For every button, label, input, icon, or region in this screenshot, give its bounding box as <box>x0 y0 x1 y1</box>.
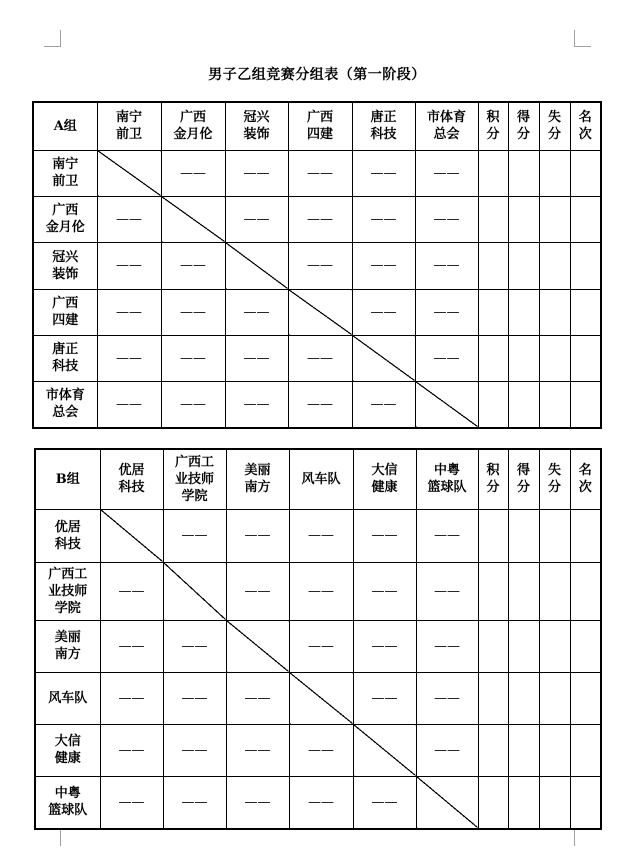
points-cell <box>478 242 508 289</box>
diagonal-cell <box>163 562 226 620</box>
diagonal-cell <box>416 776 478 829</box>
match-cell <box>161 335 225 381</box>
row-team-header: 广西工 业技师 学院 <box>35 562 100 620</box>
empty-result-dash: —— <box>180 396 206 412</box>
empty-result-dash: —— <box>243 165 270 181</box>
scored-cell <box>508 724 539 776</box>
match-cell <box>416 509 478 562</box>
match-cell <box>353 509 416 562</box>
match-cell <box>288 381 352 428</box>
match-cell <box>163 672 226 724</box>
conceded-cell <box>539 242 570 289</box>
match-cell <box>163 724 226 776</box>
points-cell <box>478 620 508 672</box>
rank-cell <box>570 672 601 724</box>
conceded-header: 失 分 <box>539 102 570 150</box>
empty-result-dash: —— <box>434 742 460 758</box>
empty-result-dash: —— <box>308 742 334 758</box>
empty-result-dash: —— <box>116 304 142 320</box>
empty-result-dash: —— <box>370 396 397 412</box>
diagonal-cell <box>100 509 163 562</box>
empty-result-dash: —— <box>370 165 397 181</box>
row-team-header: 市体育 总会 <box>33 381 97 428</box>
match-cell <box>416 562 478 620</box>
match-cell <box>353 562 416 620</box>
column-team-header: 南宁 前卫 <box>97 102 161 150</box>
scored-cell <box>508 672 539 724</box>
empty-result-dash: —— <box>243 350 270 366</box>
empty-result-dash: —— <box>181 690 208 706</box>
empty-result-dash: —— <box>244 690 271 706</box>
points-cell <box>478 381 508 428</box>
empty-result-dash: —— <box>116 350 142 366</box>
rank-cell <box>570 289 601 335</box>
match-cell <box>163 509 226 562</box>
match-cell <box>161 242 225 289</box>
empty-result-dash: —— <box>370 258 397 273</box>
empty-result-dash: —— <box>244 742 271 758</box>
empty-result-dash: —— <box>307 396 333 412</box>
match-cell <box>289 509 353 562</box>
rank-cell <box>570 150 601 196</box>
match-cell <box>100 672 163 724</box>
empty-result-dash: —— <box>118 742 145 758</box>
empty-result-dash: —— <box>244 528 271 543</box>
scored-cell <box>508 242 539 289</box>
match-cell <box>289 562 353 620</box>
row-team-header: 冠兴 装饰 <box>33 242 97 289</box>
empty-result-dash: —— <box>434 690 460 706</box>
match-cell <box>100 562 163 620</box>
rank-cell <box>570 242 601 289</box>
points-cell <box>478 509 508 562</box>
match-cell <box>352 196 415 242</box>
match-cell <box>97 242 161 289</box>
empty-result-dash: —— <box>180 258 206 273</box>
scored-cell <box>508 381 539 428</box>
match-cell <box>288 335 352 381</box>
column-team-header: 唐正 科技 <box>352 102 415 150</box>
diagonal-cell <box>97 150 161 196</box>
empty-result-dash: —— <box>243 211 270 227</box>
match-cell <box>416 620 478 672</box>
points-cell <box>478 196 508 242</box>
scored-cell <box>508 335 539 381</box>
empty-result-dash: —— <box>181 742 208 758</box>
diagonal-cell <box>415 381 478 428</box>
empty-result-dash: —— <box>308 638 334 654</box>
group-label: A组 <box>33 102 97 150</box>
table-row <box>33 150 601 196</box>
match-cell <box>353 672 416 724</box>
points-cell <box>478 672 508 724</box>
page-title: 男子乙组竞赛分组表（第一阶段） <box>208 67 426 83</box>
match-cell <box>225 335 288 381</box>
empty-result-dash: —— <box>118 583 145 599</box>
rank-cell <box>570 509 601 562</box>
column-team-header: 冠兴 装饰 <box>225 102 288 150</box>
empty-result-dash: —— <box>181 794 208 810</box>
column-team-header: 风车队 <box>289 449 353 509</box>
scored-cell <box>508 509 539 562</box>
empty-result-dash: —— <box>308 794 334 810</box>
match-cell <box>352 381 415 428</box>
header-row <box>35 449 601 509</box>
match-cell <box>100 776 163 829</box>
match-cell <box>416 672 478 724</box>
conceded-cell <box>539 724 570 776</box>
row-team-header: 中粤 篮球队 <box>35 776 100 829</box>
match-cell <box>161 289 225 335</box>
row-team-header: 优居 科技 <box>35 509 100 562</box>
empty-result-dash: —— <box>433 350 460 366</box>
crop-mark-bottom-left <box>44 829 61 846</box>
empty-result-dash: —— <box>244 583 271 599</box>
match-cell <box>163 620 226 672</box>
empty-result-dash: —— <box>118 638 145 654</box>
empty-result-dash: —— <box>243 396 270 412</box>
rank-cell <box>570 562 601 620</box>
row-team-header: 美丽 南方 <box>35 620 100 672</box>
scored-cell <box>508 776 539 829</box>
column-team-header: 大信 健康 <box>353 449 416 509</box>
match-cell <box>97 335 161 381</box>
scored-cell <box>508 562 539 620</box>
scored-cell <box>508 620 539 672</box>
diagonal-cell <box>353 724 416 776</box>
conceded-cell <box>539 672 570 724</box>
row-team-header: 广西 金月伦 <box>33 196 97 242</box>
conceded-cell <box>539 509 570 562</box>
match-cell <box>226 672 289 724</box>
table-row <box>35 724 601 776</box>
empty-result-dash: —— <box>180 165 206 181</box>
table-row <box>33 335 601 381</box>
match-cell <box>353 776 416 829</box>
match-cell <box>226 562 289 620</box>
points-header: 积 分 <box>478 449 508 509</box>
group-b-table <box>34 448 602 830</box>
empty-result-dash: —— <box>307 350 333 366</box>
match-cell <box>289 776 353 829</box>
match-cell <box>100 620 163 672</box>
empty-result-dash: —— <box>434 528 460 543</box>
empty-result-dash: —— <box>433 211 460 227</box>
row-team-header: 风车队 <box>35 672 100 724</box>
match-cell <box>415 335 478 381</box>
match-cell <box>415 242 478 289</box>
match-cell <box>415 289 478 335</box>
empty-result-dash: —— <box>371 690 398 706</box>
table-row <box>35 562 601 620</box>
scored-cell <box>508 150 539 196</box>
column-team-header: 广西 金月伦 <box>161 102 225 150</box>
group-a-table <box>32 101 602 429</box>
column-team-header: 优居 科技 <box>100 449 163 509</box>
points-cell <box>478 724 508 776</box>
empty-result-dash: —— <box>181 638 208 654</box>
empty-result-dash: —— <box>181 528 208 543</box>
empty-result-dash: —— <box>371 638 398 654</box>
match-cell <box>163 776 226 829</box>
table-row <box>35 509 601 562</box>
table-row <box>33 242 601 289</box>
empty-result-dash: —— <box>433 304 460 320</box>
empty-result-dash: —— <box>244 794 271 810</box>
conceded-cell <box>539 776 570 829</box>
empty-result-dash: —— <box>243 304 270 320</box>
points-cell <box>478 335 508 381</box>
column-team-header: 中粤 篮球队 <box>416 449 478 509</box>
row-team-header: 唐正 科技 <box>33 335 97 381</box>
empty-result-dash: —— <box>307 165 333 181</box>
diagonal-cell <box>288 289 352 335</box>
rank-cell <box>570 196 601 242</box>
empty-result-dash: —— <box>308 583 334 599</box>
empty-result-dash: —— <box>434 638 460 654</box>
match-cell <box>288 150 352 196</box>
empty-result-dash: —— <box>118 690 145 706</box>
empty-result-dash: —— <box>434 583 460 599</box>
scored-cell <box>508 196 539 242</box>
match-cell <box>97 196 161 242</box>
diagonal-cell <box>225 242 288 289</box>
match-cell <box>288 196 352 242</box>
group-label: B组 <box>35 449 100 509</box>
rank-cell <box>570 620 601 672</box>
empty-result-dash: —— <box>371 528 398 543</box>
empty-result-dash: —— <box>433 165 460 181</box>
row-team-header: 广西 四建 <box>33 289 97 335</box>
conceded-cell <box>539 335 570 381</box>
empty-result-dash: —— <box>370 304 397 320</box>
scored-header: 得 分 <box>508 449 539 509</box>
match-cell <box>97 289 161 335</box>
match-cell <box>352 242 415 289</box>
points-header: 积 分 <box>478 102 508 150</box>
match-cell <box>97 381 161 428</box>
match-cell <box>100 724 163 776</box>
empty-result-dash: —— <box>433 258 460 273</box>
rank-cell <box>570 381 601 428</box>
rank-header: 名 次 <box>570 102 601 150</box>
empty-result-dash: —— <box>180 304 206 320</box>
match-cell <box>352 289 415 335</box>
empty-result-dash: —— <box>307 211 333 227</box>
match-cell <box>288 242 352 289</box>
empty-result-dash: —— <box>116 396 142 412</box>
scored-header: 得 分 <box>508 102 539 150</box>
empty-result-dash: —— <box>180 350 206 366</box>
diagonal-cell <box>352 335 415 381</box>
row-team-header: 南宁 前卫 <box>33 150 97 196</box>
match-cell <box>161 150 225 196</box>
points-cell <box>478 150 508 196</box>
empty-result-dash: —— <box>370 211 397 227</box>
scored-cell <box>508 289 539 335</box>
conceded-cell <box>539 150 570 196</box>
column-team-header: 市体育 总会 <box>415 102 478 150</box>
match-cell <box>352 150 415 196</box>
match-cell <box>225 196 288 242</box>
empty-result-dash: —— <box>307 258 333 273</box>
match-cell <box>415 196 478 242</box>
crop-mark-top-left <box>44 30 61 47</box>
match-cell <box>289 724 353 776</box>
table-row <box>33 196 601 242</box>
conceded-cell <box>539 289 570 335</box>
table-row <box>33 381 601 428</box>
match-cell <box>289 620 353 672</box>
points-cell <box>478 289 508 335</box>
empty-result-dash: —— <box>116 258 142 273</box>
match-cell <box>225 150 288 196</box>
diagonal-cell <box>289 672 353 724</box>
rank-header: 名 次 <box>570 449 601 509</box>
empty-result-dash: —— <box>118 794 145 810</box>
match-cell <box>226 724 289 776</box>
table-row <box>35 620 601 672</box>
conceded-cell <box>539 381 570 428</box>
header-row <box>33 102 601 150</box>
conceded-header: 失 分 <box>539 449 570 509</box>
conceded-cell <box>539 562 570 620</box>
conceded-cell <box>539 620 570 672</box>
column-team-header: 美丽 南方 <box>226 449 289 509</box>
crop-mark-top-right <box>574 30 591 47</box>
rank-cell <box>570 335 601 381</box>
match-cell <box>161 381 225 428</box>
table-row <box>35 672 601 724</box>
table-row <box>35 776 601 829</box>
table-row <box>33 289 601 335</box>
match-cell <box>226 776 289 829</box>
points-cell <box>478 776 508 829</box>
crop-mark-bottom-right <box>574 829 591 846</box>
empty-result-dash: —— <box>116 211 142 227</box>
diagonal-cell <box>226 620 289 672</box>
column-team-header: 广西 四建 <box>288 102 352 150</box>
rank-cell <box>570 724 601 776</box>
match-cell <box>225 381 288 428</box>
column-team-header: 广西工 业技师 学院 <box>163 449 226 509</box>
rank-cell <box>570 776 601 829</box>
match-cell <box>415 150 478 196</box>
match-cell <box>225 289 288 335</box>
empty-result-dash: —— <box>371 794 398 810</box>
match-cell <box>226 509 289 562</box>
match-cell <box>353 620 416 672</box>
points-cell <box>478 562 508 620</box>
empty-result-dash: —— <box>371 583 398 599</box>
match-cell <box>416 724 478 776</box>
conceded-cell <box>539 196 570 242</box>
empty-result-dash: —— <box>308 528 334 543</box>
row-team-header: 大信 健康 <box>35 724 100 776</box>
diagonal-cell <box>161 196 225 242</box>
